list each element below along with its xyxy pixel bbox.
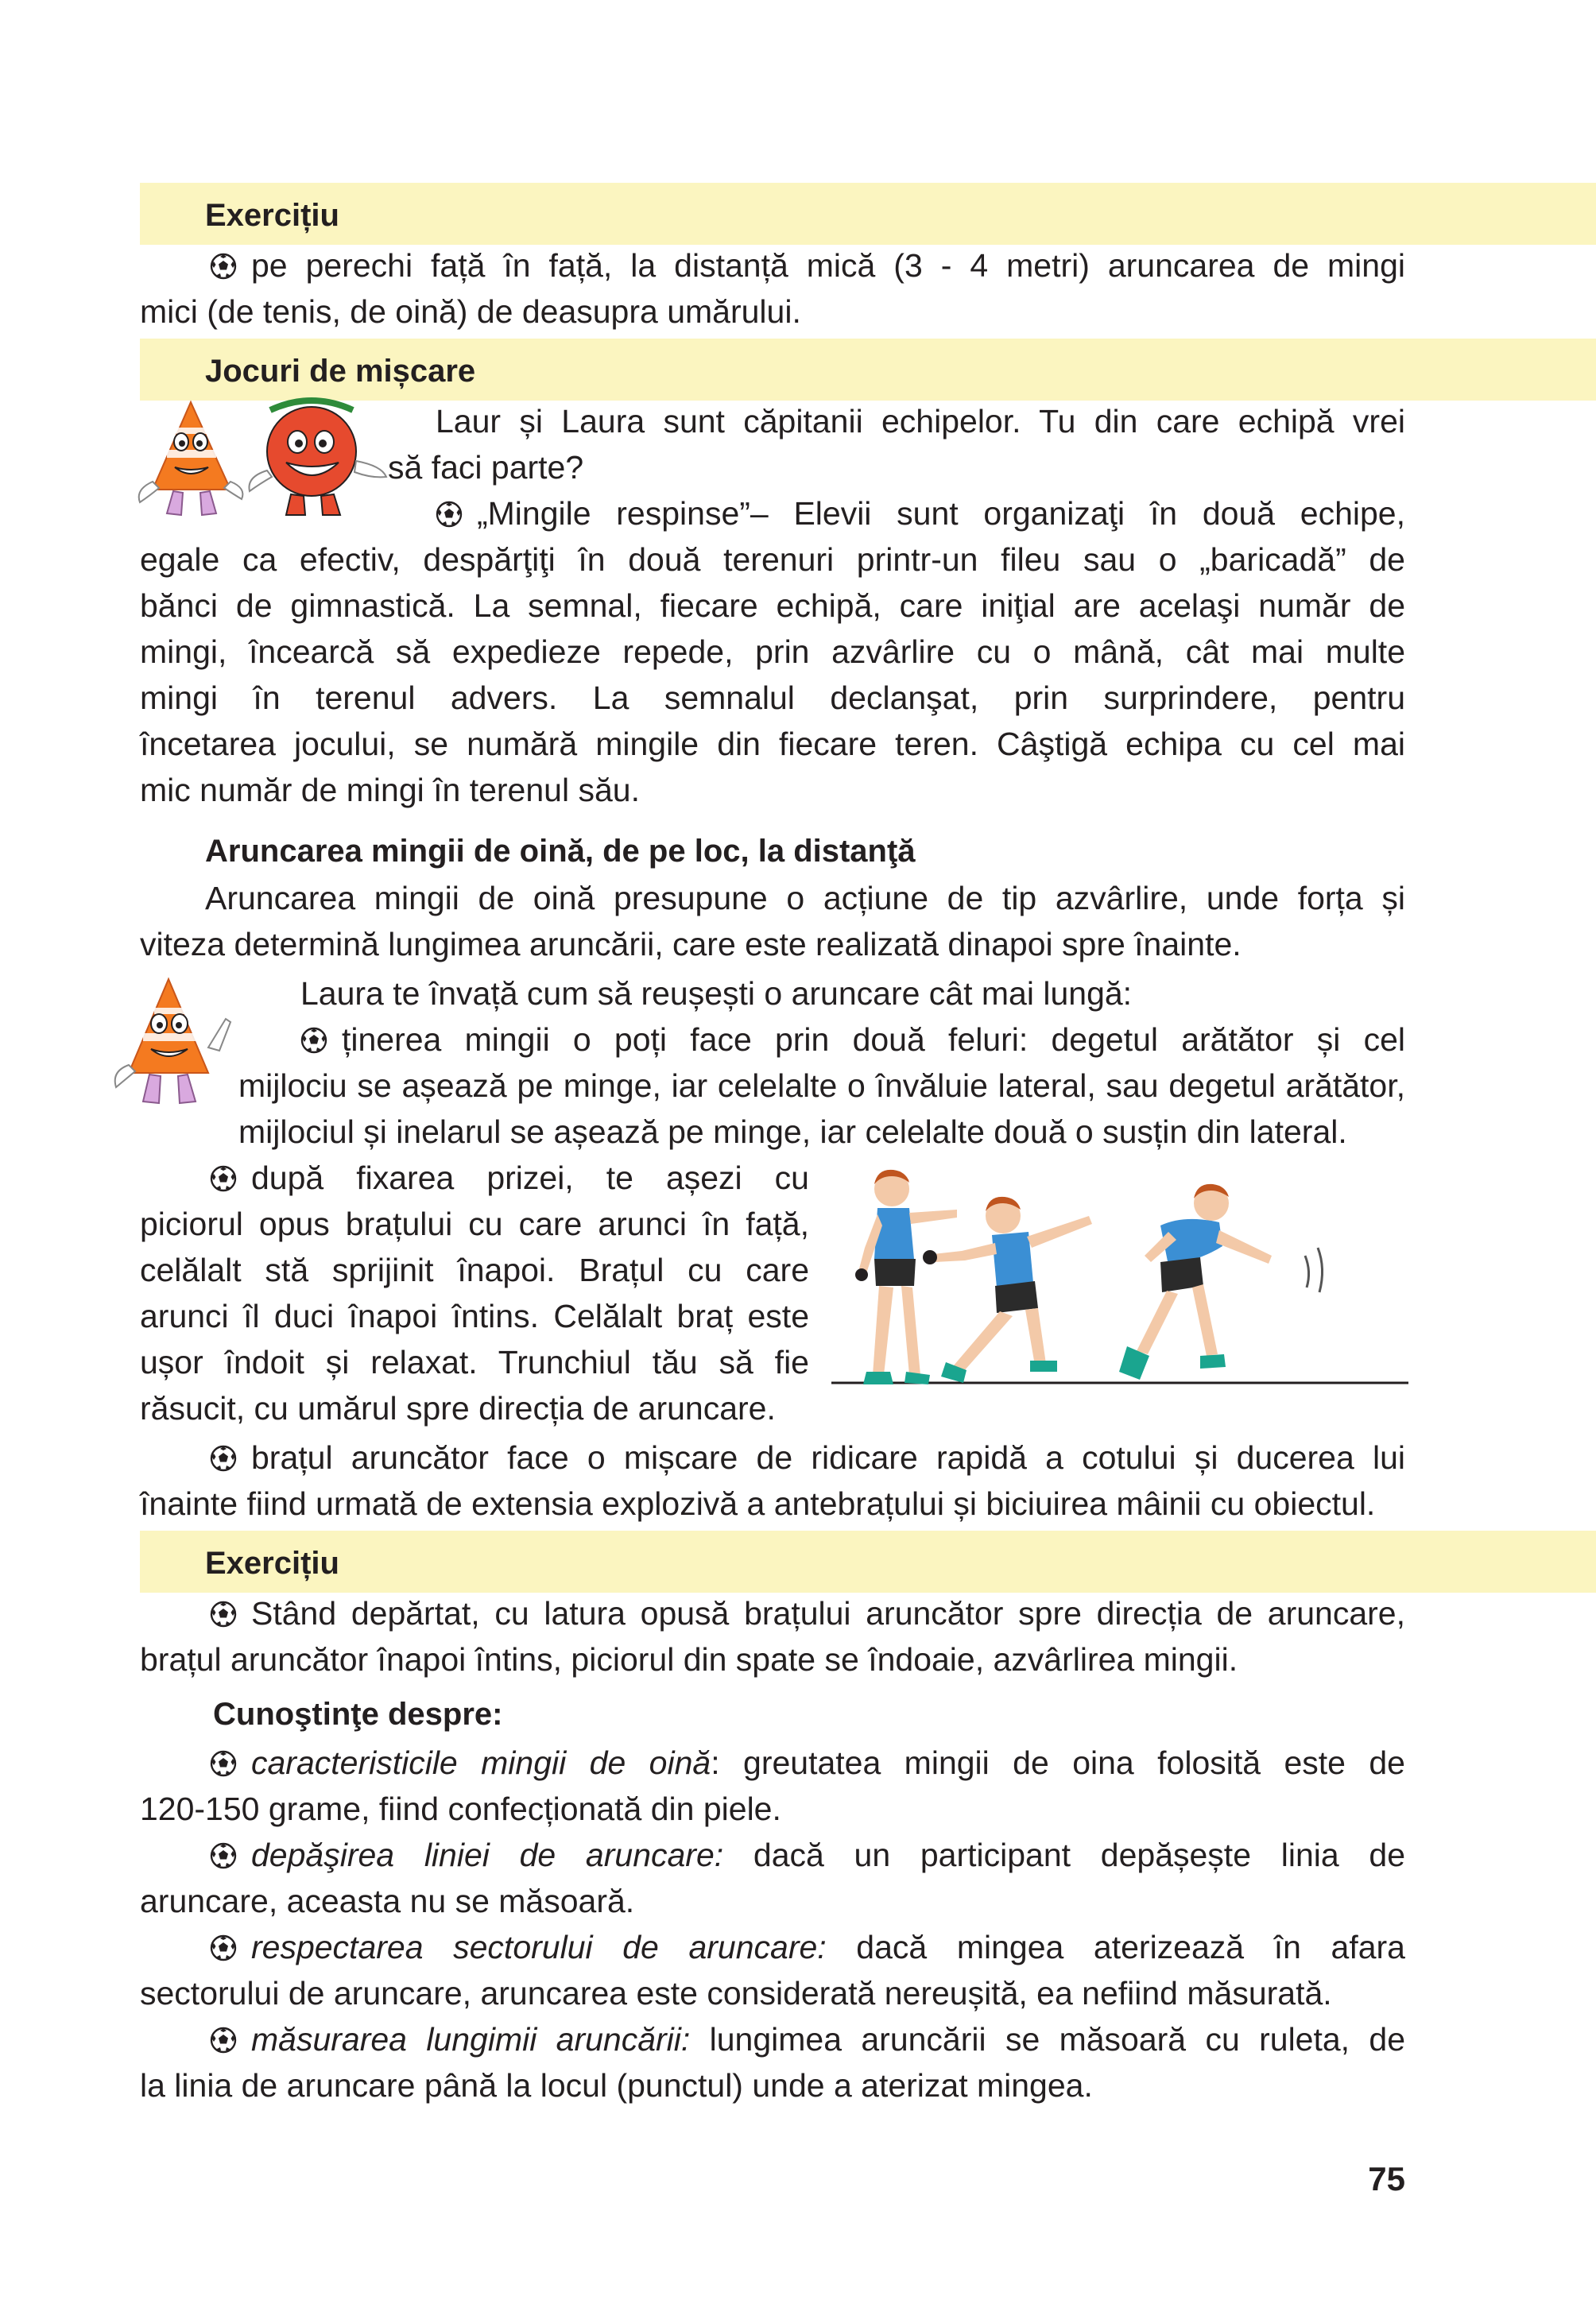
- cone-mascot-laura: [110, 971, 237, 1114]
- cunostinte-item-1-line-2: 120-150 grame, fiind confecționată din piele.: [140, 1791, 781, 1827]
- cunostinte-item-4-line-2: la linia de aruncare până la locul (punctul) unde a aterizat mingea.: [140, 2067, 1093, 2104]
- soccer-ball-icon: [210, 1750, 237, 1777]
- section-title-exercitiu-2: Exercițiu: [205, 1546, 339, 1581]
- aruncarea-line-11: ușor îndoit și relaxat. Trunchiul tău să fie: [140, 1344, 809, 1380]
- cunostinte-item-2-line-1: depăşirea liniei de aruncare: dacă un participant depășește linia de: [210, 1833, 1405, 1877]
- soccer-ball-icon: [210, 2027, 237, 2054]
- jocuri-line-3: „Mingile respinse”– Elevii sunt organizaţi în două echipe,: [436, 491, 1405, 536]
- aruncarea-line-1: Aruncarea mingii de oină presupune o acțiune de tip azvârlire, unde forța și: [205, 880, 1405, 916]
- section-title-jocuri: Jocuri de mișcare: [205, 354, 476, 389]
- aruncarea-line-4: ținerea mingii o poți face prin două feluri: degetul arătător și cel: [300, 1017, 1405, 1062]
- cunostinte-item-3-line-1: respectarea sectorului de aruncare: dacă mingea aterizează în afara: [210, 1925, 1405, 1969]
- cunostinte-item-2-line-2: aruncare, aceasta nu se măsoară.: [140, 1883, 635, 1919]
- aruncarea-line-6: mijlociul și inelarul se așează pe minge, iar celelalte două o susțin din lateral.: [238, 1113, 1347, 1150]
- tomato-ball-mascot-laur-icon: [249, 401, 386, 515]
- cunostinte-item-3-line-2: sectorului de aruncare, aruncarea este considerată nereușită, ea nefiind măsurată.: [140, 1975, 1332, 2012]
- soccer-ball-icon: [436, 501, 463, 528]
- section-band-exercitiu-2: [140, 1531, 1596, 1593]
- soccer-ball-icon: [210, 1601, 237, 1628]
- aruncarea-line-2: viteza determină lungimea aruncării, care este realizată dinapoi spre înainte.: [140, 926, 1242, 962]
- ex1-line-1: pe perechi față în față, la distanță mică (3 - 4 metri) aruncarea de mingi: [210, 243, 1405, 288]
- thrower-figure-2: [923, 1197, 1092, 1383]
- page-number: 75: [1368, 2160, 1405, 2197]
- soccer-ball-icon: [300, 1027, 327, 1054]
- soccer-ball-icon: [210, 1842, 237, 1869]
- section-title-exercitiu-1: Exercițiu: [205, 198, 339, 233]
- jocuri-line-2: să faci parte?: [388, 449, 584, 486]
- soccer-ball-icon: [210, 1445, 237, 1472]
- mascots-laura-laur: [135, 394, 389, 529]
- aruncarea-line-13: brațul aruncător face o mișcare de ridicare rapidă a cotului și ducerea lui: [210, 1435, 1405, 1480]
- aruncarea-line-12: răsucit, cu umărul spre direcția de aruncare.: [140, 1390, 776, 1427]
- cunostinte-item-4-line-1: măsurarea lungimii aruncării: lungimea aruncării se măsoară cu ruleta, de: [210, 2017, 1405, 2062]
- section-title-cunostinte: Cunoştinţe despre:: [213, 1697, 503, 1732]
- cunostinte-item-1-line-1: caracteristicile mingii de oină: greutatea mingii de oina folosită este de: [210, 1740, 1405, 1785]
- aruncarea-line-8: piciorul opus brațului cu care arunci în față,: [140, 1206, 809, 1242]
- cone-mascot-laura-icon: [139, 402, 243, 515]
- aruncarea-line-14: înainte fiind urmată de extensia explozivă a antebrațului și biciuirea mâinii cu obiectul.: [140, 1485, 1376, 1522]
- soccer-ball-icon: [210, 253, 237, 280]
- jocuri-line-4: egale ca efectiv, despărţiţi în două terenuri printr-un fileu sau o „baricadă” de: [140, 541, 1405, 578]
- jocuri-line-1: Laur și Laura sunt căpitanii echipelor. Tu din care echipă vrei: [436, 403, 1405, 439]
- soccer-ball-icon: [210, 1165, 237, 1192]
- jocuri-line-7: mingi în terenul advers. La semnalul declanşat, prin surprindere, pentru: [140, 680, 1405, 716]
- thrower-figure-1: [855, 1170, 957, 1384]
- ex2-line-2: brațul aruncător înapoi întins, piciorul din spate se îndoaie, azvârlirea mingii.: [140, 1641, 1238, 1678]
- jocuri-line-8: încetarea jocului, se numără mingile din fiecare teren. Câştigă echipa cu cel mai: [140, 726, 1405, 762]
- aruncarea-line-10: arunci îl duci înapoi întins. Celălalt braț este: [140, 1298, 809, 1334]
- section-title-aruncarea: Aruncarea mingii de oină, de pe loc, la distanţă: [205, 834, 916, 869]
- aruncarea-line-9: celălalt stă sprijinit înapoi. Brațul cu care: [140, 1252, 809, 1288]
- aruncarea-line-3: Laura te învață cum să reușești o aruncare cât mai lungă:: [300, 975, 1133, 1012]
- jocuri-line-9: mic număr de mingi în terenul său.: [140, 772, 640, 808]
- aruncarea-line-5: mijlociu se așează pe minge, iar celelalte o învăluie lateral, sau degetul arătător,: [238, 1067, 1405, 1104]
- throw-sequence-illustration: [827, 1152, 1415, 1399]
- aruncarea-line-7: după fixarea prizei, te așezi cu: [210, 1156, 809, 1200]
- jocuri-line-6: mingi, încearcă să expedieze repede, prin azvârlire cu o mână, cât mai multe: [140, 633, 1405, 670]
- thrower-figure-3: [1119, 1184, 1323, 1380]
- ex1-line-2: mici (de tenis, de oină) de deasupra umărului.: [140, 293, 801, 330]
- jocuri-line-5: bănci de gimnastică. La semnal, fiecare echipă, care iniţial are acelaşi număr de: [140, 587, 1405, 624]
- ex2-line-1: Stând depărtat, cu latura opusă brațului aruncător spre direcția de aruncare,: [210, 1591, 1405, 1636]
- soccer-ball-icon: [210, 1934, 237, 1961]
- section-band-exercitiu-1: [140, 183, 1596, 245]
